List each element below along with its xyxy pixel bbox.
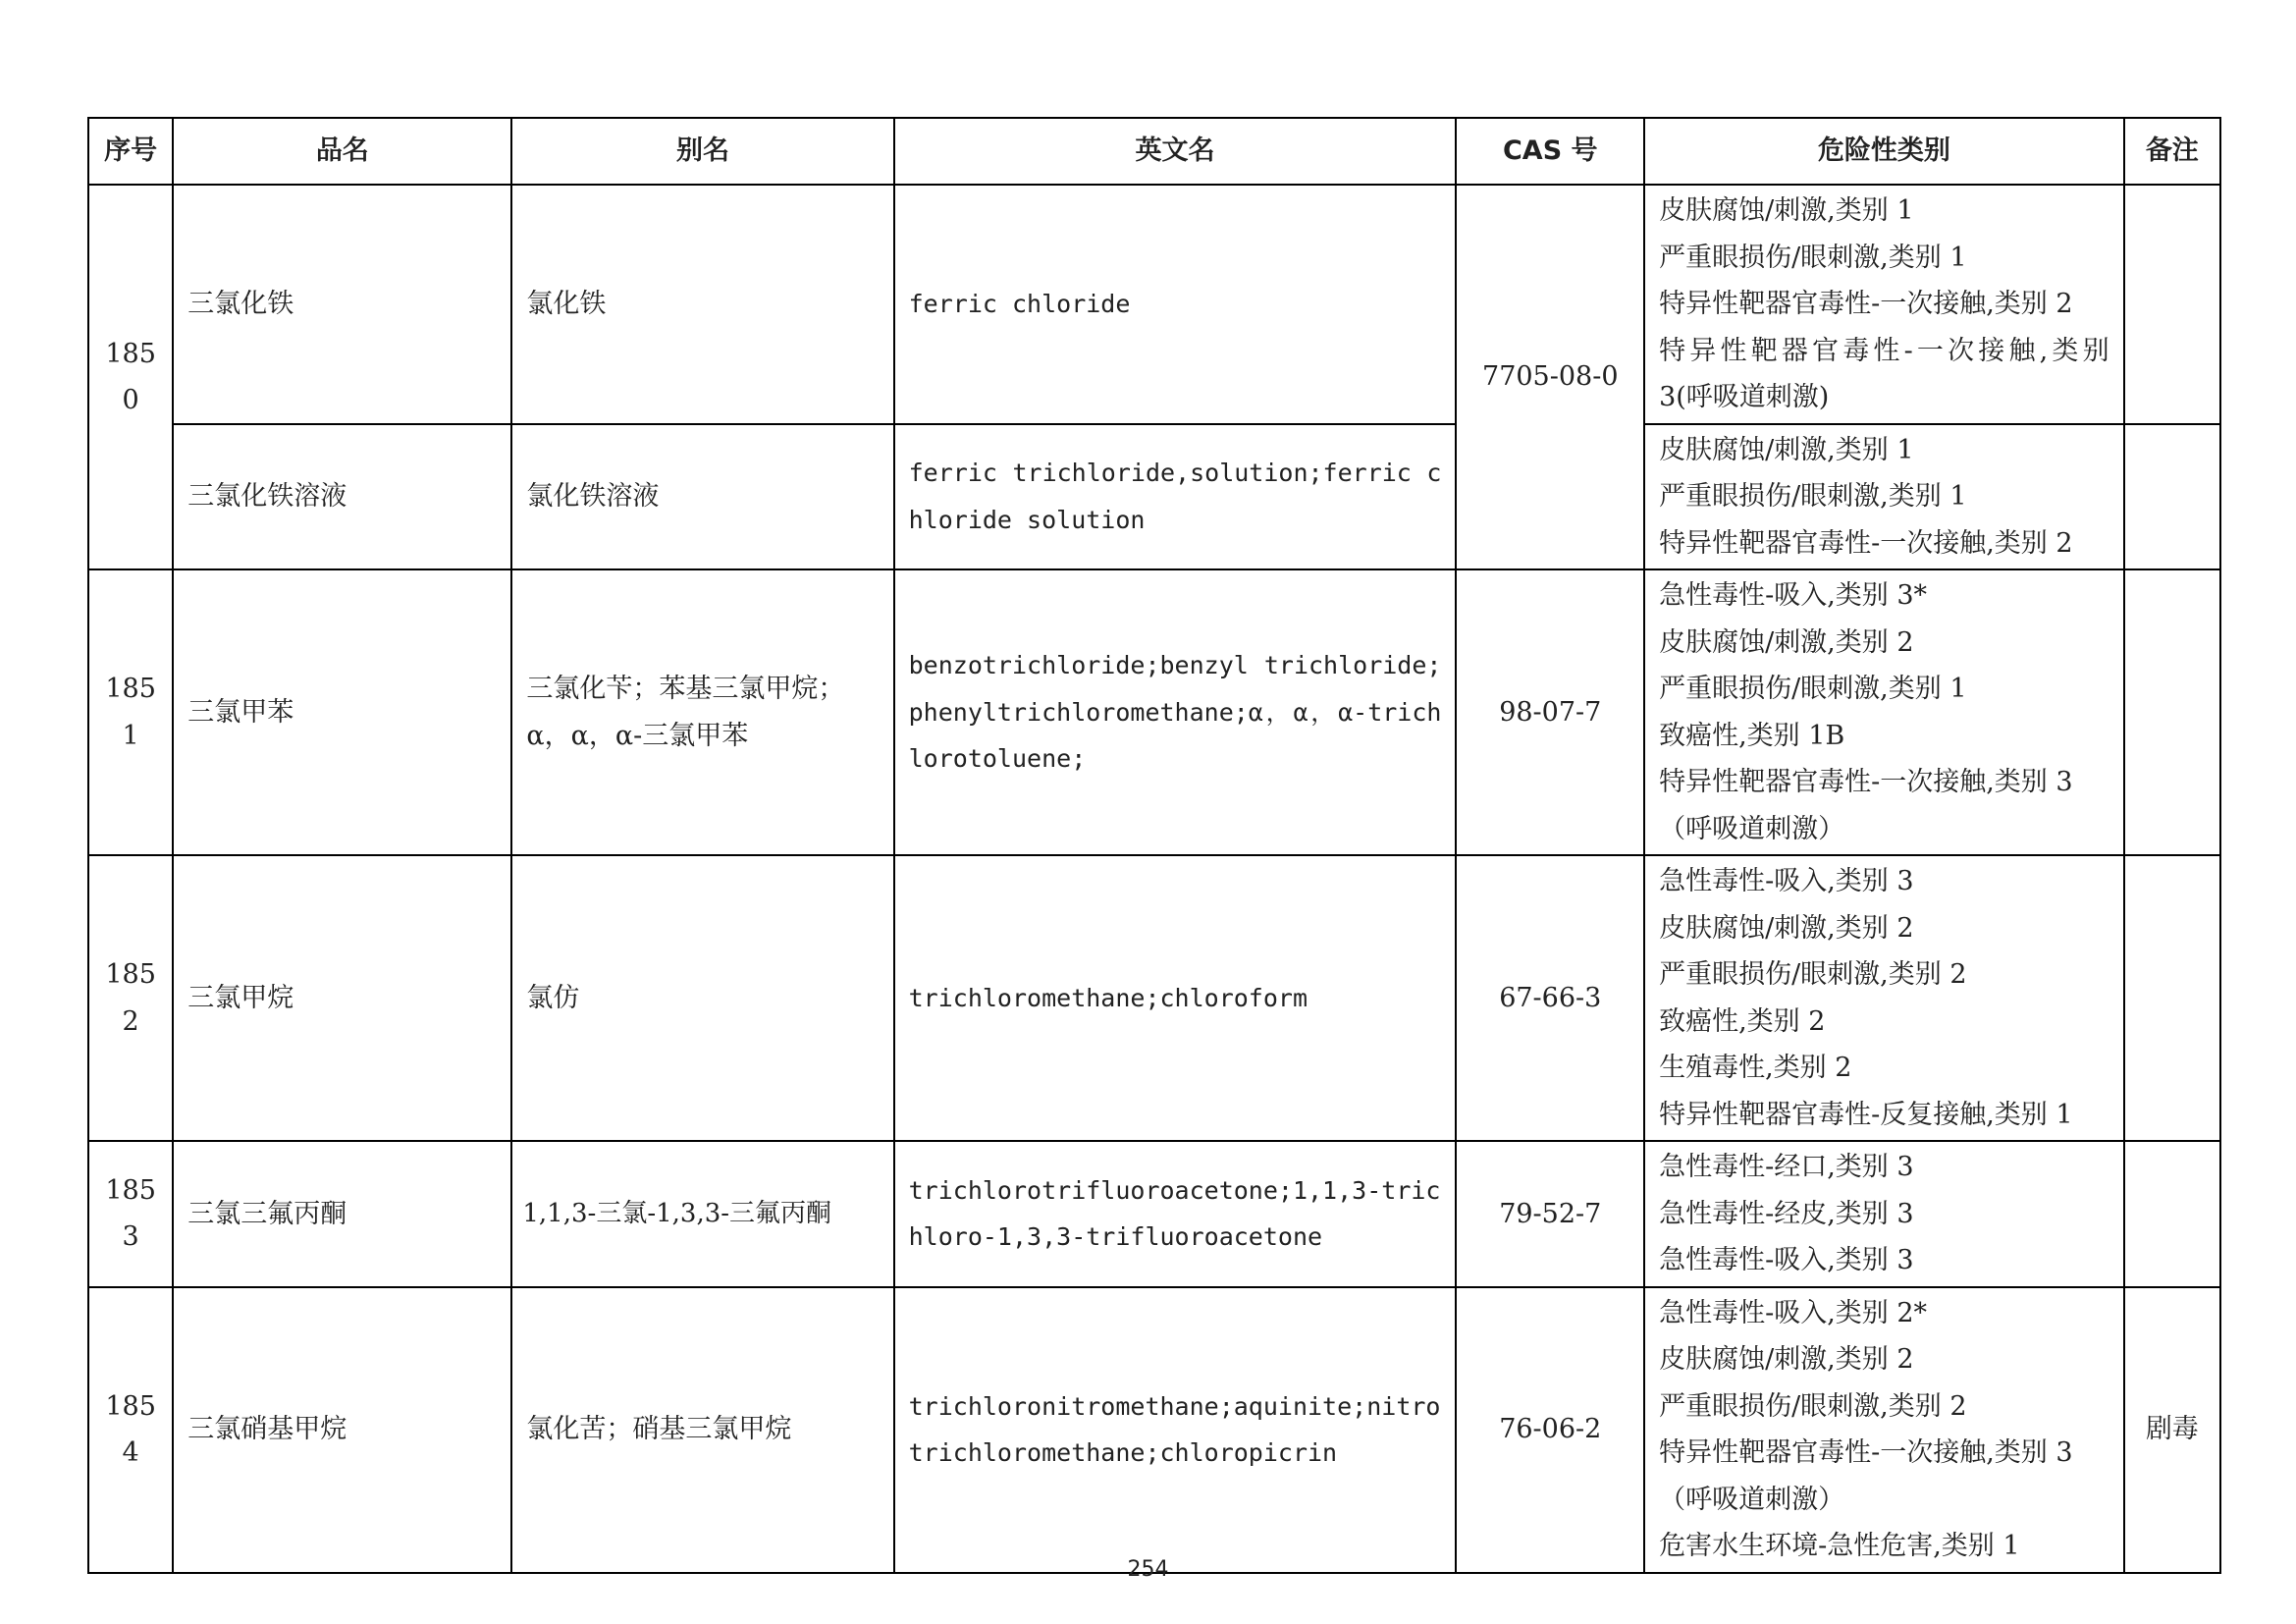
hazard-line: 皮肤腐蚀/刺激,类别 1 <box>1659 434 1914 465</box>
english-cell: trichloronitromethane;aquinite;nitrotrichloromethane;chloropicrin <box>894 1287 1457 1573</box>
hazard-line: 急性毒性-经皮,类别 3 <box>1659 1198 1914 1229</box>
hazard-line: 急性毒性-经口,类别 3 <box>1659 1152 1914 1182</box>
name-cell: 三氯三氟丙酮 <box>173 1141 511 1287</box>
note-cell <box>2124 569 2220 855</box>
hazard-line: 急性毒性-吸入,类别 3* <box>1659 580 1928 611</box>
hazard-line: 严重眼损伤/眼刺激,类别 1 <box>1659 242 1967 273</box>
header-note: 备注 <box>2124 118 2220 185</box>
hazard-line: 特异性靶器官毒性-一次接触,类别 2 <box>1659 527 2073 559</box>
hazard-line: 生殖毒性,类别 2 <box>1659 1053 1852 1083</box>
seq-cell: 1852 <box>88 855 173 1141</box>
hazard-line: 致癌性,类别 1B <box>1659 720 1845 751</box>
alias-cell: 氯化铁 <box>511 185 893 424</box>
hazard-line: 特异性靶器官毒性-反复接触,类别 1 <box>1659 1099 2073 1130</box>
header-cas: CAS 号 <box>1456 118 1644 185</box>
table-row <box>88 185 2220 424</box>
hazard-line: 特异性靶器官毒性-一次接触,类别 2 <box>1659 289 2073 319</box>
name-cell: 三氯化铁 <box>173 185 511 424</box>
table-row <box>88 1141 2220 1287</box>
header-seq: 序号 <box>88 118 173 185</box>
note-cell <box>2124 1141 2220 1287</box>
table-row <box>88 424 2220 570</box>
name-cell: 三氯化铁溶液 <box>173 424 511 570</box>
english-cell: trichloromethane;chloroform <box>894 855 1457 1141</box>
hazard-line: 特异性靶器官毒性-一次接触,类别 3 <box>1659 1437 2073 1468</box>
english-cell: benzotrichloride;benzyl trichloride;phenyltrichloromethane;α，α，α-trichlorotoluene; <box>894 569 1457 855</box>
header-hazard: 危险性类别 <box>1644 118 2124 185</box>
hazard-line: 急性毒性-吸入,类别 3 <box>1659 1245 1914 1275</box>
alias-cell: 氯化铁溶液 <box>511 424 893 570</box>
note-cell <box>2124 855 2220 1141</box>
header-alias: 别名 <box>511 118 893 185</box>
hazard-line: 皮肤腐蚀/刺激,类别 2 <box>1659 912 1914 944</box>
table-row <box>88 855 2220 1141</box>
hazard-line: 严重眼损伤/眼刺激,类别 1 <box>1659 481 1967 512</box>
cas-cell: 67-66-3 <box>1456 855 1644 1141</box>
page-number: 254 <box>1127 1557 1169 1582</box>
hazard-cell <box>1644 569 2124 855</box>
header-english: 英文名 <box>894 118 1457 185</box>
seq-cell: 1854 <box>88 1287 173 1573</box>
hazard-line: 严重眼损伤/眼刺激,类别 2 <box>1659 959 1967 990</box>
hazard-line: 特异性靶器官毒性-一次接触,类别 3 <box>1659 767 2073 797</box>
table-row <box>88 1287 2220 1573</box>
table-row <box>88 569 2220 855</box>
alias-cell: 氯仿 <box>511 855 893 1141</box>
english-cell: ferric chloride <box>894 185 1457 424</box>
name-cell: 三氯甲烷 <box>173 855 511 1141</box>
hazard-line: 特异性靶器官毒性-一次接触,类别 <box>1659 335 2109 366</box>
seq-cell: 1851 <box>88 569 173 855</box>
hazard-line: 严重眼损伤/眼刺激,类别 1 <box>1659 674 1967 704</box>
hazard-line: 严重眼损伤/眼刺激,类别 2 <box>1659 1390 1967 1422</box>
alias-cell: 1,1,3-三氯-1,3,3-三氟丙酮 <box>511 1141 893 1287</box>
alias-cell: 三氯化苄；苯基三氯甲烷；α，α，α-三氯甲苯 <box>511 569 893 855</box>
note-cell <box>2124 424 2220 570</box>
seq-cell: 1850 <box>88 185 173 569</box>
alias-cell: 氯化苦；硝基三氯甲烷 <box>511 1287 893 1573</box>
hazard-line: （呼吸道刺激） <box>1659 1484 1845 1515</box>
hazard-cell <box>1644 855 2124 1141</box>
hazard-line: 3(呼吸道刺激) <box>1659 382 1830 412</box>
english-cell: trichlorotrifluoroacetone;1,1,3-trichloro-1,3,3-trifluoroacetone <box>894 1141 1457 1287</box>
hazard-line: 急性毒性-吸入,类别 3 <box>1659 866 1914 896</box>
note-cell <box>2124 185 2220 424</box>
hazard-cell <box>1644 424 2124 570</box>
chemical-table <box>87 117 2221 1574</box>
header-name: 品名 <box>173 118 511 185</box>
hazard-line: 急性毒性-吸入,类别 2* <box>1659 1297 1928 1328</box>
cas-cell: 98-07-7 <box>1456 569 1644 855</box>
hazard-line: 皮肤腐蚀/刺激,类别 2 <box>1659 626 1914 658</box>
cas-cell: 7705-08-0 <box>1456 185 1644 569</box>
cas-cell: 76-06-2 <box>1456 1287 1644 1573</box>
hazard-line: 皮肤腐蚀/刺激,类别 1 <box>1659 195 1914 226</box>
name-cell: 三氯甲苯 <box>173 569 511 855</box>
hazard-cell <box>1644 185 2124 424</box>
english-cell: ferric trichloride,solution;ferric chloride solution <box>894 424 1457 570</box>
hazard-line: 皮肤腐蚀/刺激,类别 2 <box>1659 1344 1914 1375</box>
cas-cell: 79-52-7 <box>1456 1141 1644 1287</box>
hazard-cell <box>1644 1141 2124 1287</box>
hazard-line: （呼吸道刺激） <box>1659 813 1845 844</box>
hazard-line: 致癌性,类别 2 <box>1659 1005 1826 1037</box>
hazard-line: 危害水生环境-急性危害,类别 1 <box>1659 1531 2020 1561</box>
header-row <box>88 118 2220 185</box>
hazard-cell <box>1644 1287 2124 1573</box>
seq-cell: 1853 <box>88 1141 173 1287</box>
note-cell: 剧毒 <box>2124 1287 2220 1573</box>
name-cell: 三氯硝基甲烷 <box>173 1287 511 1573</box>
